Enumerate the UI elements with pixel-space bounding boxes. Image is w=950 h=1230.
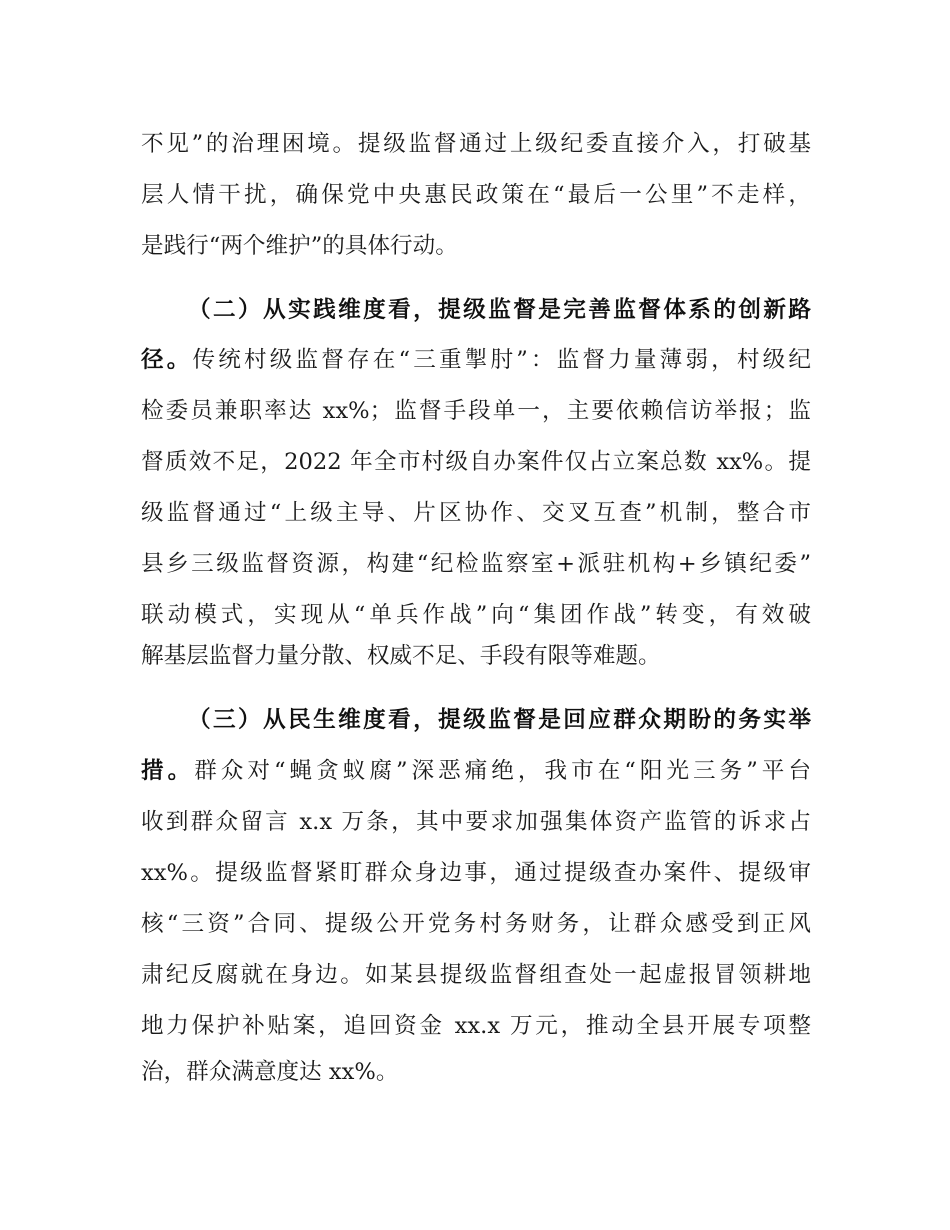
paragraph-line: 核“三资”合同、提级公开党务村务财务，让群众感受到正风 [141, 911, 811, 937]
section-heading-livelihood-end: 措。 [141, 758, 195, 784]
paragraph-line: 层人情干扰，确保党中央惠民政策在“最后一公里”不走样， [141, 182, 811, 208]
paragraph-line: 不见”的治理困境。提级监督通过上级纪委直接介入，打破基 [141, 131, 811, 157]
paragraph-line: 地力保护补贴案，追回资金 xx.x 万元，推动全县开展专项整 [141, 1013, 811, 1039]
paragraph-line: 检委员兼职率达 xx%；监督手段单一，主要依赖信访举报；监 [141, 398, 811, 424]
paragraph-line: 收到群众留言 x.x 万条，其中要求加强集体资产监管的诉求占 [141, 809, 811, 835]
paragraph-text: 传统村级监督存在“三重掣肘”：监督力量薄弱，村级纪 [192, 347, 811, 373]
section-heading-livelihood: （三）从民生维度看，提级监督是回应群众期盼的务实举 [188, 707, 811, 733]
paragraph-line: 解基层监督力量分散、权威不足、手段有限等难题。 [141, 643, 661, 669]
paragraph-line: 是践行“两个维护”的具体行动。 [141, 233, 458, 259]
paragraph-line: 肃纪反腐就在身边。如某县提级监督组查处一起虚报冒领耕地 [141, 962, 811, 988]
paragraph-line: 治，群众满意度达 xx%。 [141, 1059, 399, 1085]
section-heading-practice: （二）从实践维度看，提级监督是完善监督体系的创新路 [188, 297, 811, 323]
paragraph-line [141, 340, 811, 380]
paragraph-line: 县乡三级监督资源，构建“纪检监察室+派驻机构+乡镇纪委” [141, 551, 811, 577]
paragraph-line: 级监督通过“上级主导、片区协作、交叉互查”机制，整合市 [141, 500, 811, 526]
paragraph-line: xx%。提级监督紧盯群众身边事，通过提级查办案件、提级审 [141, 860, 811, 886]
paragraph-text: 群众对“蝇贪蚁腐”深恶痛绝，我市在“阳光三务”平台 [194, 758, 811, 784]
paragraph-line: 督质效不足，2022 年全市村级自办案件仅占立案总数 xx%。提 [141, 449, 811, 475]
paragraph-line: 联动模式，实现从“单兵作战”向“集团作战”转变，有效破 [141, 602, 811, 628]
paragraph-line [141, 751, 811, 791]
section-heading-practice-end: 径。 [141, 347, 193, 373]
